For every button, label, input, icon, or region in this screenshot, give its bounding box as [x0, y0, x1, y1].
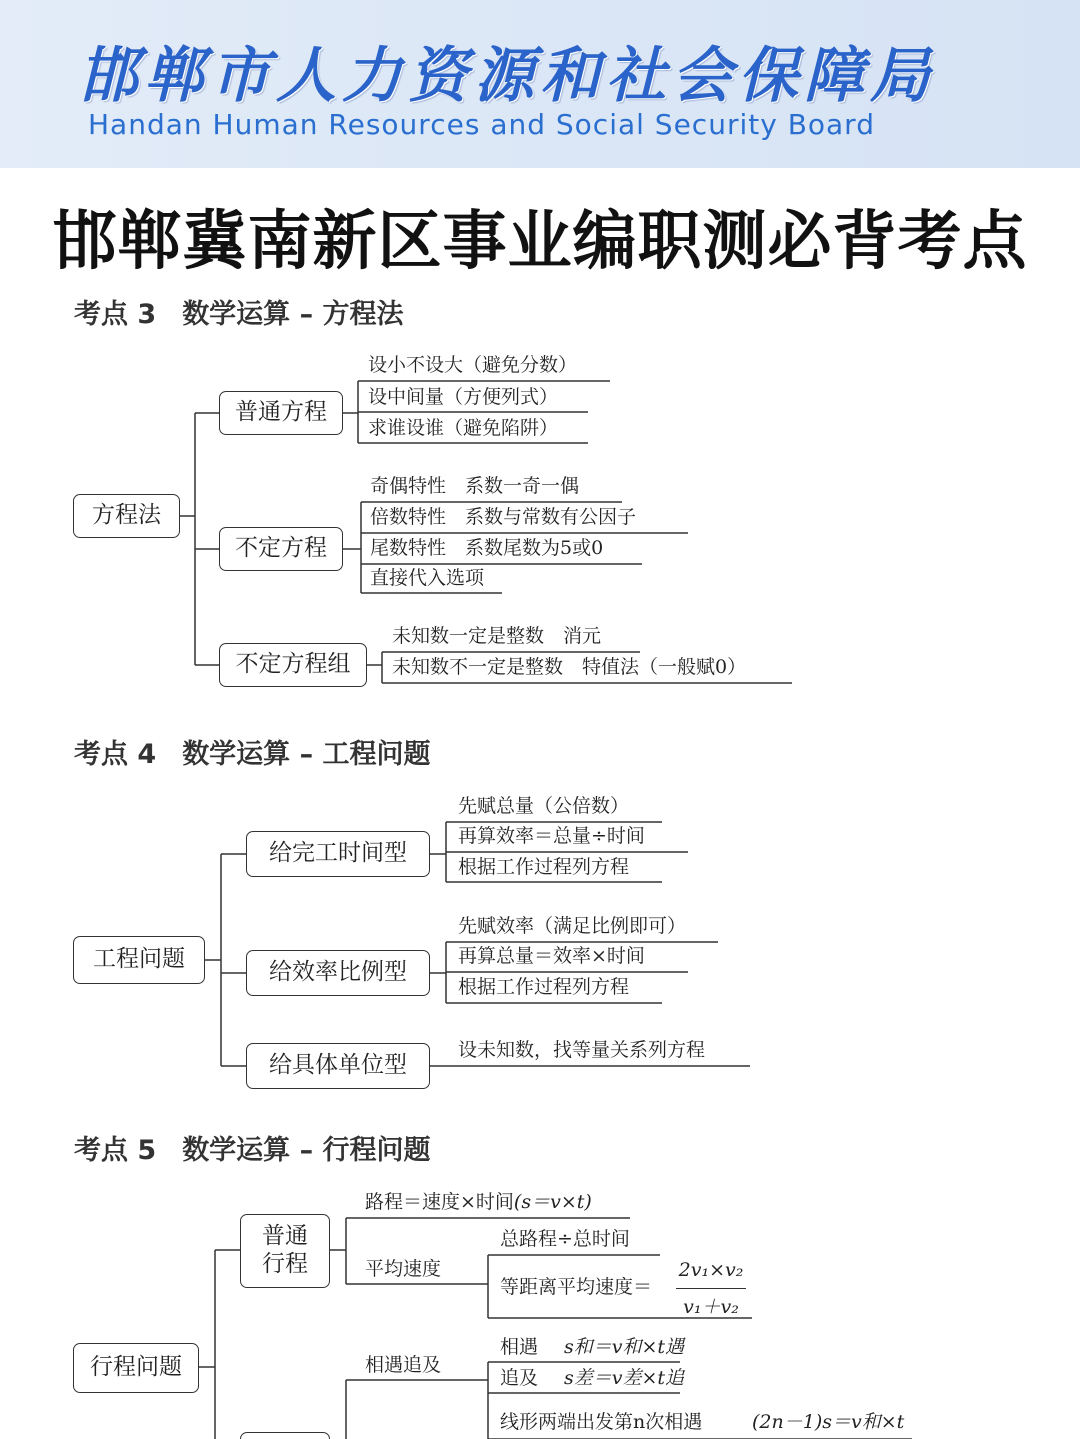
fraction-bar: [676, 1288, 746, 1289]
leaf-text: 尾数特性 系数尾数为5或0: [370, 537, 604, 559]
section-3-heading: [74, 292, 404, 331]
leaf-text: 再算效率＝总量÷时间: [458, 825, 645, 847]
leaf-distance-formula: [365, 1193, 592, 1212]
leaf-text: 未知数不一定是整数 特值法（一般赋0）: [392, 656, 747, 678]
leaf-text: 求谁设谁（避免陷阱）: [368, 417, 559, 439]
fraction-denominator-text: v₁＋v₂: [683, 1296, 739, 1318]
mindmap-root-work: 工程问题: [73, 936, 205, 984]
section-5-number: 考点 5: [74, 1135, 157, 1166]
section-4-number: 考点 4: [74, 739, 157, 770]
leaf-meet-chase: 相遇追及: [365, 1354, 442, 1376]
page-title: 邯郸冀南新区事业编职测必背考点: [52, 205, 1028, 279]
leaf-text: 倍数特性 系数与常数有公因子: [370, 506, 637, 528]
header-banner: [0, 0, 1080, 168]
section-3-number: 考点 3: [74, 299, 157, 330]
header-title-cn: 邯郸市人力资源和社会保障局: [78, 41, 936, 111]
section-5-heading: [74, 1128, 431, 1167]
leaf-chase: 追及: [500, 1367, 539, 1389]
leaf-text: 设未知数，找等量关系列方程: [458, 1039, 706, 1061]
branch-ordinary-equation: 普通方程: [219, 391, 343, 435]
section-4-title: 数学运算 – 工程问题: [182, 739, 431, 770]
section-5-title: 数学运算 – 行程问题: [182, 1135, 431, 1166]
mindmap-root-travel: 行程问题: [73, 1343, 199, 1393]
chase-formula: [564, 1369, 684, 1388]
branch-meet-chase-box: [240, 1432, 330, 1439]
leaf-average-speed: 平均速度: [365, 1258, 442, 1280]
leaf-text: 根据工作过程列方程: [458, 856, 630, 878]
fraction-numerator-text: 2v₁×v₂: [678, 1259, 744, 1281]
fraction-numerator: [676, 1259, 746, 1281]
leaf-text: 根据工作过程列方程: [458, 976, 630, 998]
meet-formula-text: s和＝v和×t遇: [564, 1336, 685, 1358]
formula-expr: (s＝v×t): [513, 1191, 592, 1213]
leaf-text: 先赋效率（满足比例即可）: [458, 915, 687, 937]
leaf-text: 奇偶特性 系数一奇一偶: [370, 475, 580, 497]
header-title-en: Handan Human Resources and Social Security Board: [88, 108, 875, 141]
leaf-text: 设小不设大（避免分数）: [368, 354, 578, 376]
section-4-heading: [74, 732, 431, 771]
leaf-linear-meet: 线形两端出发第n次相遇: [500, 1411, 703, 1433]
branch-indefinite-equation: 不定方程: [219, 527, 343, 571]
leaf-meet: 相遇: [500, 1336, 539, 1358]
leaf-text: 直接代入选项: [370, 567, 485, 589]
branch-label-line: 普通: [262, 1223, 308, 1250]
chase-formula-text: s差＝v差×t追: [564, 1367, 685, 1389]
section-3-title: 数学运算 – 方程法: [182, 299, 404, 330]
leaf-equal-distance-label: 等距离平均速度＝: [500, 1276, 653, 1298]
branch-indefinite-system: 不定方程组: [219, 643, 367, 687]
leaf-text: 设中间量（方便列式）: [368, 386, 559, 408]
leaf-text: 未知数一定是整数 消元: [392, 625, 602, 647]
formula-text: 路程＝速度×时间: [365, 1191, 514, 1213]
branch-given-unit: 给具体单位型: [246, 1043, 430, 1089]
meet-formula: [564, 1338, 684, 1357]
fraction-denominator: [676, 1292, 746, 1319]
mindmap-root-equation: 方程法: [73, 494, 180, 538]
branch-given-ratio: 给效率比例型: [246, 950, 430, 996]
leaf-text: 总路程÷总时间: [500, 1228, 630, 1250]
leaf-text: 先赋总量（公倍数）: [458, 795, 630, 817]
branch-ordinary-travel: [240, 1214, 330, 1288]
linear-meet-formula: [752, 1413, 904, 1432]
leaf-text: 再算总量＝效率×时间: [458, 945, 645, 967]
linear-formula-text: (2n－1)s＝v和×t: [752, 1411, 905, 1433]
branch-given-time: 给完工时间型: [246, 831, 430, 877]
branch-label-line: 行程: [262, 1251, 308, 1277]
